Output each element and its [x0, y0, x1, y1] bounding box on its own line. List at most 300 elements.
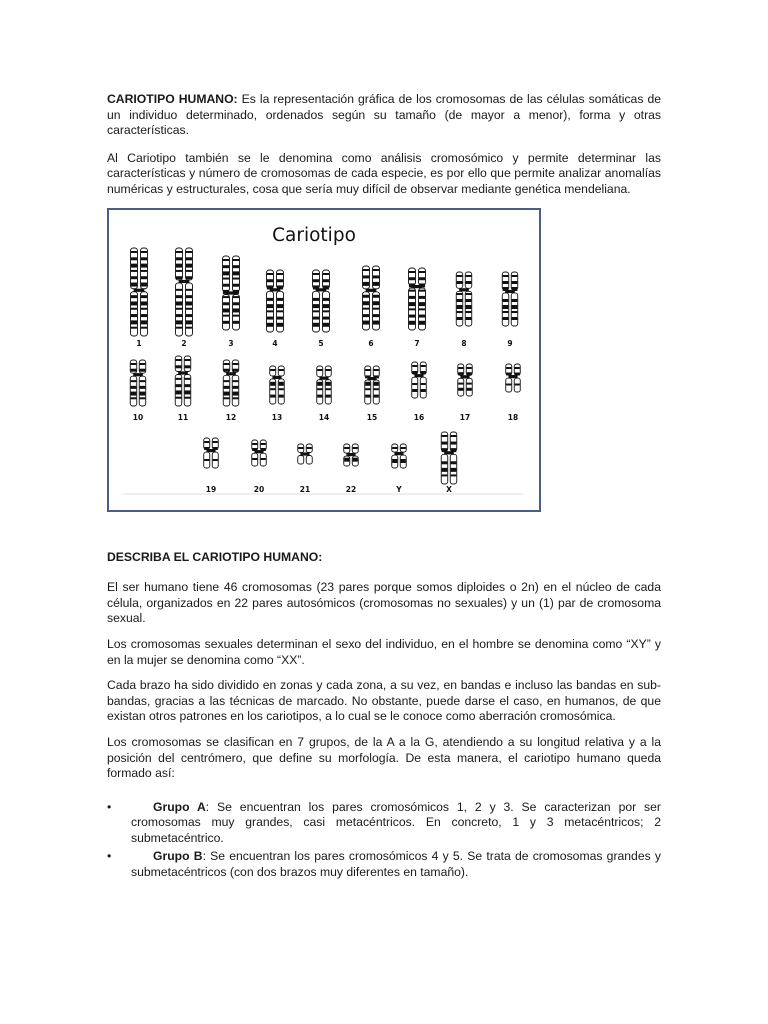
document-page — [107, 92, 661, 884]
chromosome-band — [141, 282, 147, 286]
chromosome-band — [374, 394, 379, 397]
chromosome-label: 14 — [318, 412, 330, 422]
chromosome-pair-4 — [267, 270, 284, 348]
chromosome-band — [326, 388, 331, 390]
intro-term: CARIOTIPO HUMANO: — [107, 92, 238, 106]
chromosome-band — [512, 275, 518, 277]
chromosome-band — [363, 301, 369, 305]
chromosome-band — [185, 390, 191, 394]
chromosome-band — [344, 447, 349, 449]
chromatid-arm — [420, 377, 426, 398]
chromosome-band — [279, 381, 284, 385]
chromosome-band — [131, 282, 137, 286]
chromosome-band — [223, 277, 229, 279]
chromosome-band — [503, 299, 509, 302]
chromosome-band — [458, 382, 463, 384]
chromosome-band — [131, 314, 137, 317]
chromosome-band — [141, 251, 147, 253]
chromosome-band — [466, 305, 472, 309]
chromosome-band — [261, 443, 266, 445]
chromosome-pair-17 — [458, 364, 473, 422]
chromosome-band — [451, 441, 457, 444]
chromosome-label: Y — [396, 484, 402, 494]
chromosome-label: 3 — [228, 338, 234, 348]
chromosome-band — [141, 263, 147, 267]
chromosome-band — [176, 269, 182, 271]
group-list — [107, 800, 661, 881]
chromosome-band — [363, 314, 369, 317]
chromosome-band — [409, 271, 415, 273]
chromosome-band — [277, 310, 283, 312]
chromosome-band — [224, 397, 230, 399]
chromosome-band — [186, 251, 192, 253]
chromosome-band — [374, 369, 379, 371]
chromosome-band — [185, 396, 191, 398]
chromosome-band — [421, 383, 426, 385]
chromosome-label: 21 — [299, 484, 311, 494]
chromosome-band — [373, 320, 379, 324]
chromosome-band — [457, 299, 463, 302]
chromosome-band — [515, 383, 520, 385]
centromere — [460, 375, 469, 378]
chromosome-band — [224, 363, 230, 365]
chromosome-band — [503, 275, 509, 277]
chromosome-band — [365, 369, 370, 371]
chromosome-band — [131, 363, 137, 365]
centromere — [133, 373, 143, 376]
chromosome-band — [442, 474, 448, 476]
chromosome-band — [307, 447, 312, 449]
chromosome-band — [223, 259, 229, 261]
chromatid-arm — [409, 268, 416, 285]
chromosome-band — [512, 317, 518, 320]
chromosome-band — [131, 320, 137, 324]
chromosome-pair-12 — [223, 360, 239, 422]
chromosome-band — [512, 281, 518, 284]
chromosome-pair-1 — [131, 248, 148, 348]
chromosome-band — [131, 397, 137, 399]
section-heading: DESCRIBA EL CARIOTIPO HUMANO: — [107, 549, 323, 564]
chromosome-band — [326, 369, 331, 371]
chromosome-band — [451, 461, 457, 464]
chromosome-band — [279, 369, 284, 371]
chromosome-band — [363, 269, 369, 271]
centromere — [367, 377, 376, 380]
chromatid-arm — [511, 293, 518, 326]
chromosome-band — [131, 380, 137, 382]
centromere — [226, 291, 237, 294]
chromosome-band — [451, 467, 457, 471]
chromosome-band — [223, 265, 229, 268]
chromosome-pair-13 — [270, 366, 285, 422]
chromosome-band — [421, 389, 426, 392]
chromosome-band — [267, 273, 273, 275]
chromosome-band — [267, 297, 273, 300]
paragraph-sex-chromosomes: Los cromosomas sexuales determinan el sexo del individuo, en el hombre se denomina como “XY” y en la mujer se denomina como “XX”. — [107, 636, 661, 667]
chromosome-band — [392, 459, 397, 463]
chromosome-pair-8 — [456, 272, 472, 348]
chromosome-band — [373, 281, 379, 285]
chromosome-band — [401, 447, 406, 449]
chromosome-pair-5 — [313, 270, 330, 348]
chromosome-band — [323, 322, 329, 326]
chromosome-label: 11 — [177, 412, 189, 422]
chromosome-band — [512, 305, 518, 309]
chromosome-band — [267, 322, 273, 326]
chromosome-pair-3 — [223, 256, 240, 348]
centromere — [272, 375, 281, 378]
chromosome-band — [326, 394, 331, 397]
chromosome-band — [131, 257, 137, 260]
chromosome-band — [373, 314, 379, 317]
chromosome-band — [323, 279, 329, 282]
chromosome-band — [353, 447, 358, 449]
chromosome-band — [131, 368, 137, 371]
chromosome-band — [204, 459, 209, 461]
chromosome-pair-11 — [175, 356, 191, 422]
chromosome-pair-16 — [412, 362, 427, 422]
chromosome-band — [140, 391, 146, 395]
chromosome-band — [326, 381, 331, 385]
chromosome-band — [131, 263, 137, 267]
chromosome-band — [365, 381, 370, 385]
chromosome-label: 4 — [272, 338, 278, 348]
chromosome-band — [409, 277, 415, 280]
figure-title: Cariotipo — [272, 224, 356, 246]
paragraph-groups-intro: Los cromosomas se clasifican en 7 grupos, de la A a la G, atendiendo a su longitud relativa y a la posición del centrómero, que define su morfología. De esta manera, el cariotipo humano queda formado así: — [107, 734, 661, 781]
chromosome-label: 12 — [225, 412, 237, 422]
chromosome-band — [409, 295, 415, 298]
chromosome-label: 7 — [414, 338, 420, 348]
karyotype-figure — [107, 208, 541, 512]
chromosome-band — [141, 307, 147, 309]
chromosome-band — [223, 296, 229, 298]
chromosome-band — [176, 359, 182, 361]
centromere — [394, 452, 403, 455]
chromosome-band — [233, 308, 239, 312]
chromosome-band — [373, 269, 379, 271]
chromosome-set — [130, 248, 520, 494]
chromosome-band — [467, 372, 472, 375]
chromosome-band — [419, 289, 425, 291]
chromosome-band — [392, 447, 397, 449]
chromosome-band — [223, 314, 229, 316]
chromosome-band — [409, 314, 415, 317]
chromosome-band — [457, 281, 463, 284]
chromosome-band — [277, 322, 283, 326]
chromosome-band — [176, 301, 182, 305]
chromosome-band — [466, 293, 472, 295]
chromosome-band — [374, 388, 379, 390]
centromere — [178, 371, 188, 374]
chromosome-band — [279, 394, 284, 397]
chromosome-band — [277, 316, 283, 319]
chromosome-band — [223, 271, 229, 275]
chromosome-band — [176, 365, 182, 368]
centromere — [346, 453, 355, 456]
chromosome-band — [140, 385, 146, 388]
chromosome-band — [131, 385, 137, 388]
chromosome-band — [270, 394, 275, 397]
chromosome-band — [131, 326, 137, 328]
chromosome-band — [267, 304, 273, 308]
chromosome-pair-10 — [130, 360, 146, 422]
chromosome-pair-15 — [365, 366, 380, 422]
chromosome-label: 16 — [413, 412, 425, 422]
chromosome-pair-22 — [344, 444, 359, 494]
paragraph-bands: Cada brazo ha sido dividido en zonas y cada zona, a su vez, en bandas e incluso las bandas en sub-bandas, gracias a las técnicas de marcado. No obstante, puede darse el caso, en humanos, de que existan otros patrones en los cariotipos, a lo cual se le conoce como aberración cromosómica. — [107, 678, 661, 724]
chromosome-band — [419, 308, 425, 310]
list-item-grupo-a — [107, 800, 661, 847]
chromosome-band — [442, 441, 448, 444]
chromosome-pair-14 — [317, 366, 332, 422]
chromosome-band — [363, 275, 369, 278]
chromosome-band — [186, 320, 192, 324]
group-a-text: : Se encuentran los pares cromosómicos 1, 2 y 3. Se caracterizan por ser cromosomas muy grandes, casi metacéntricos. En concreto, 1 y 3 metacéntricos; 2 submetacéntrico. — [131, 799, 661, 845]
chromosome-pair-19 — [204, 438, 219, 494]
chromosome-band — [419, 320, 425, 324]
chromosome-band — [252, 443, 257, 445]
chromosome-band — [233, 277, 239, 279]
chromosome-band — [512, 299, 518, 302]
chromosome-band — [506, 367, 511, 369]
chromosome-band — [458, 387, 463, 390]
chromosome-label: 5 — [318, 338, 324, 348]
chromosome-band — [419, 314, 425, 317]
chromosome-band — [261, 458, 266, 460]
chromosome-band — [176, 396, 182, 398]
chromosome-band — [457, 275, 463, 277]
chromosome-band — [176, 288, 182, 290]
chromosome-band — [131, 269, 137, 271]
chromosome-band — [457, 305, 463, 309]
chromosome-band — [313, 310, 319, 312]
chromosome-label: 15 — [366, 412, 378, 422]
chromosome-band — [186, 301, 192, 305]
chromatid-arm — [412, 377, 418, 398]
chromosome-band — [442, 461, 448, 464]
chromosome-band — [442, 435, 448, 437]
chromosome-label: 9 — [507, 338, 513, 348]
chromatid-arm — [223, 375, 230, 406]
chromosome-band — [363, 281, 369, 285]
chromosome-band — [419, 277, 425, 280]
chromosome-band — [313, 297, 319, 300]
chromosome-label: X — [446, 484, 452, 494]
chromosome-band — [506, 383, 511, 385]
chromosome-band — [298, 447, 303, 449]
chromosome-band — [466, 281, 472, 284]
chromatid-arm — [465, 272, 472, 288]
chromosome-band — [224, 380, 230, 382]
chromosome-band — [412, 383, 417, 385]
chromosome-band — [374, 381, 379, 385]
chromosome-band — [323, 310, 329, 312]
chromosome-band — [233, 363, 239, 365]
centromere — [134, 288, 145, 291]
chromosome-band — [176, 314, 182, 317]
chromosome-band — [344, 457, 349, 461]
chromosome-label: 6 — [368, 338, 374, 348]
chromosome-band — [277, 297, 283, 300]
chromosome-band — [140, 368, 146, 371]
group-b-name: Grupo B — [153, 849, 203, 864]
chromosome-band — [224, 385, 230, 388]
chromosome-band — [270, 369, 275, 371]
chromosome-label: 1 — [136, 338, 142, 348]
chromosome-band — [458, 372, 463, 375]
chromosome-band — [140, 397, 146, 399]
chromosome-band — [185, 365, 191, 368]
centromere — [508, 375, 517, 378]
centromere — [206, 449, 215, 452]
chromosome-band — [466, 275, 472, 277]
chromosome-band — [223, 320, 229, 323]
chromosome-band — [267, 279, 273, 282]
chromosome-band — [233, 314, 239, 316]
chromosome-band — [186, 314, 192, 317]
chromosome-pair-2 — [176, 248, 193, 348]
centromere — [270, 288, 281, 291]
chromosome-band — [223, 283, 229, 286]
chromosome-band — [277, 304, 283, 308]
chromosome-band — [185, 384, 191, 387]
chromosome-band — [451, 474, 457, 476]
chromosome-band — [233, 259, 239, 261]
chromosome-band — [223, 302, 229, 305]
chromosome-band — [176, 276, 182, 279]
chromosome-band — [323, 316, 329, 319]
chromosome-band — [140, 363, 146, 365]
chromosome-band — [176, 257, 182, 260]
chromosome-band — [223, 308, 229, 312]
chromosome-band — [233, 397, 239, 399]
chromatid-arm — [419, 268, 426, 285]
centromere — [316, 288, 327, 291]
chromosome-band — [466, 299, 472, 302]
chromosome-band — [503, 281, 509, 284]
chromosome-band — [412, 365, 417, 367]
chromosome-band — [373, 301, 379, 305]
chromosome-band — [373, 294, 379, 297]
chromosome-band — [317, 388, 322, 390]
chromosome-band — [457, 293, 463, 295]
chromosome-band — [141, 276, 147, 279]
chromosome-band — [503, 311, 509, 313]
chromosome-band — [176, 384, 182, 387]
chromosome-band — [466, 317, 472, 320]
chromosome-band — [363, 294, 369, 297]
chromosome-band — [457, 317, 463, 320]
chromatid-arm — [306, 455, 312, 464]
chromosome-band — [353, 457, 358, 461]
chromosome-band — [457, 311, 463, 313]
chromosome-band — [313, 322, 319, 326]
centromere — [179, 279, 190, 282]
chromosome-label: 18 — [507, 412, 519, 422]
centromere — [300, 452, 309, 455]
chromosome-pair-x — [441, 432, 457, 494]
chromosome-band — [213, 459, 218, 461]
chromatid-arm — [458, 378, 464, 396]
chromosome-band — [313, 273, 319, 275]
chromatid-arm — [325, 366, 331, 377]
chromosome-band — [131, 251, 137, 253]
chromosome-pair-9 — [502, 272, 518, 348]
chromosome-band — [317, 381, 322, 385]
chromosome-band — [213, 441, 218, 443]
chromosome-band — [373, 275, 379, 278]
centromere — [254, 450, 263, 453]
chromosome-band — [176, 307, 182, 309]
chromatid-arm — [456, 272, 463, 288]
chromosome-band — [419, 302, 425, 306]
paragraph-chromosome-count: El ser humano tiene 46 cromosomas (23 pares porque somos diploides o 2n) en el núcleo de cada célula, organizados en 22 pares autosómicos (cromosomas no sexuales) y un (1) par de cromosoma sexual. — [107, 580, 661, 626]
chromosome-band — [277, 273, 283, 275]
chromosome-band — [409, 289, 415, 291]
chromosome-band — [277, 279, 283, 282]
chromosome-band — [141, 326, 147, 328]
chromosome-band — [412, 389, 417, 392]
bullet-icon: • — [107, 799, 112, 814]
chromosome-band — [313, 279, 319, 282]
chromosome-band — [419, 271, 425, 273]
chromosome-band — [317, 394, 322, 397]
chromosome-band — [233, 385, 239, 388]
chromatid-arm — [502, 293, 509, 326]
chromosome-band — [365, 388, 370, 390]
chromosome-band — [365, 394, 370, 397]
chromatid-arm — [141, 291, 148, 335]
chromosome-band — [412, 371, 417, 374]
chromosome-band — [458, 367, 463, 369]
centromere — [319, 376, 328, 379]
chromosome-band — [409, 308, 415, 310]
chromosome-band — [421, 371, 426, 374]
chromosome-label: 13 — [271, 412, 283, 422]
chromatid-arm — [373, 366, 379, 377]
chromosome-band — [233, 302, 239, 305]
chromosome-band — [204, 441, 209, 443]
chromosome-band — [176, 251, 182, 253]
chromosome-label: 20 — [253, 484, 265, 494]
chromosome-band — [224, 391, 230, 395]
chromosome-band — [176, 326, 182, 328]
chromosome-band — [186, 307, 192, 309]
chromosome-label: 8 — [461, 338, 467, 348]
chromosome-label: 19 — [205, 484, 217, 494]
chromosome-band — [467, 387, 472, 390]
chromosome-band — [186, 326, 192, 328]
chromosome-band — [176, 320, 182, 324]
chromatid-arm — [232, 375, 239, 406]
chromosome-pair-18 — [506, 364, 521, 422]
karyotype-image — [109, 210, 539, 510]
chromosome-band — [467, 382, 472, 384]
chromosome-band — [141, 295, 147, 298]
chromosome-band — [233, 265, 239, 268]
chromosome-band — [185, 359, 191, 361]
chromosome-band — [313, 316, 319, 319]
chromosome-band — [323, 273, 329, 275]
chromosome-band — [401, 459, 406, 463]
chromosome-band — [279, 388, 284, 390]
chromosome-band — [131, 391, 137, 395]
chromosome-band — [363, 320, 369, 324]
chromosome-band — [323, 304, 329, 308]
chromosome-band — [267, 316, 273, 319]
chromosome-band — [233, 296, 239, 298]
